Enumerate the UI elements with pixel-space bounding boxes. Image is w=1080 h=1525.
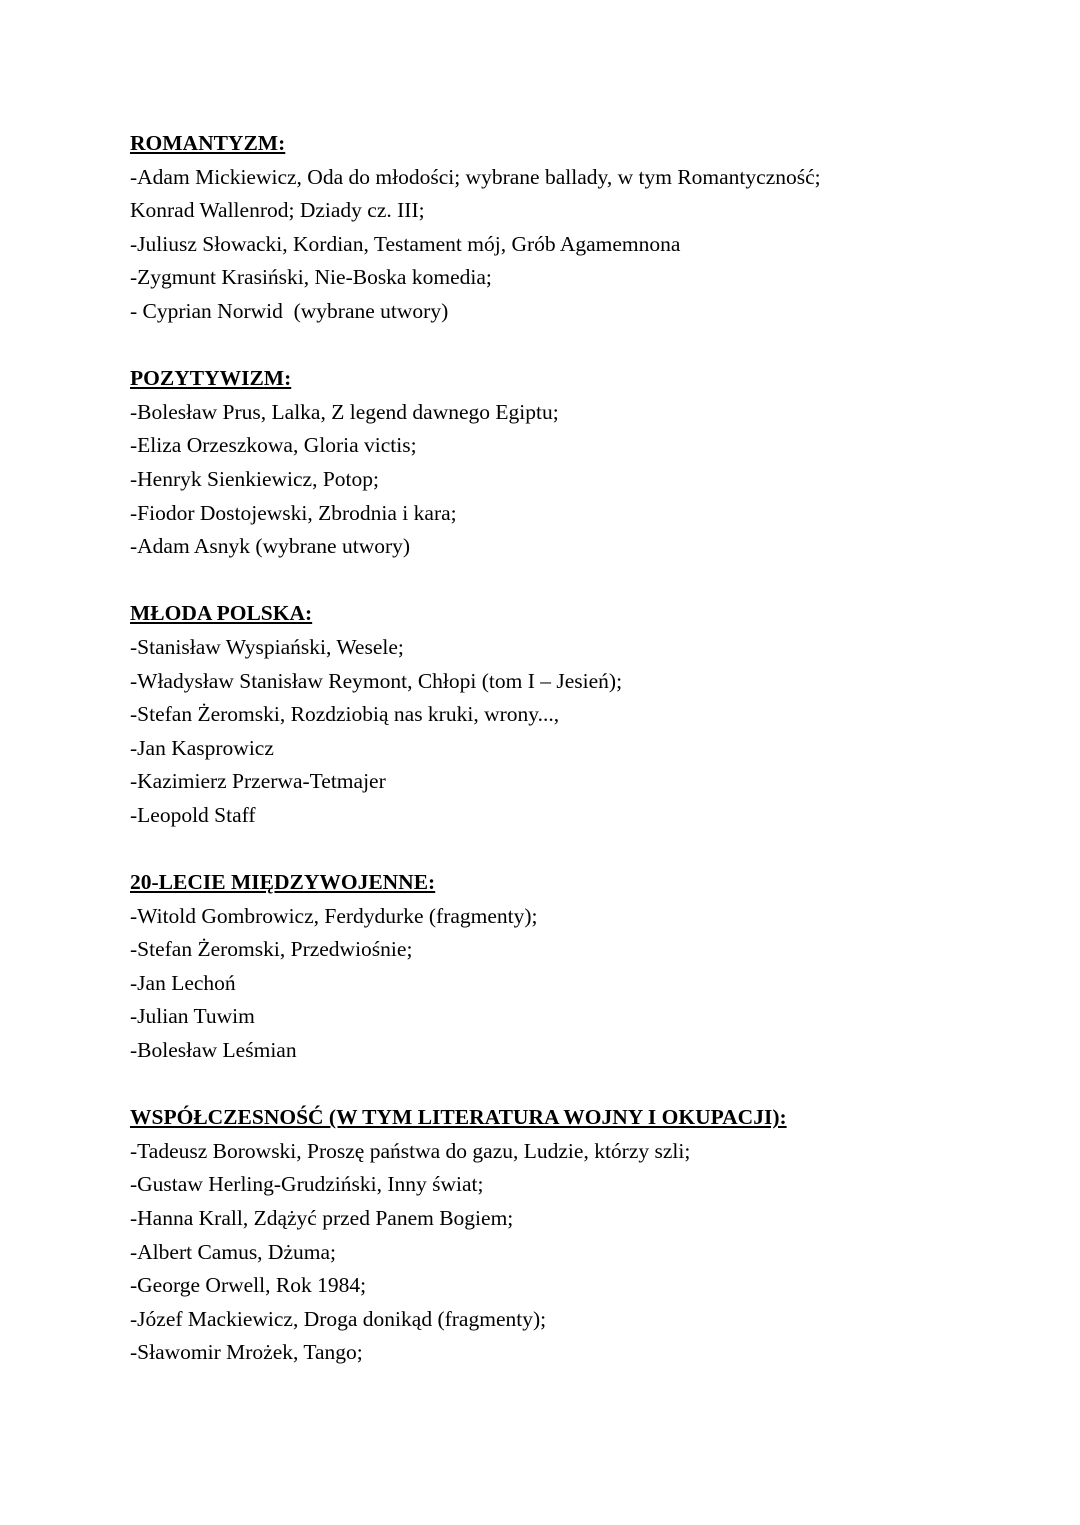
reading-list-line: -Bolesław Leśmian [130, 1038, 297, 1063]
reading-list-line: -Juliusz Słowacki, Kordian, Testament mój, Grób Agamemnona [130, 231, 681, 256]
reading-list-line: -Henryk Sienkiewicz, Potop; [130, 466, 379, 491]
section-heading: WSPÓŁCZESNOŚĆ (W TYM LITERATURA WOJNY I OKUPACJI): [130, 1105, 787, 1130]
literature-period-section [130, 127, 1020, 329]
reading-list-line: -Fiodor Dostojewski, Zbrodnia i kara; [130, 500, 457, 525]
reading-list-line: -Witold Gombrowicz, Ferdydurke (fragmenty); [130, 903, 538, 928]
reading-list-line: -Jan Lechoń [130, 970, 236, 995]
reading-list-line: -Adam Mickiewicz, Oda do młodości; wybrane ballady, w tym Romantyczność; [130, 164, 821, 189]
reading-list-line: -Albert Camus, Dżuma; [130, 1239, 336, 1264]
section-heading: POZYTYWIZM: [130, 366, 292, 391]
reading-list-line: -Tadeusz Borowski, Proszę państwa do gazu, Ludzie, którzy szli; [130, 1138, 691, 1163]
reading-list-line: -Bolesław Prus, Lalka, Z legend dawnego Egiptu; [130, 399, 559, 424]
reading-list-line: -Leopold Staff [130, 802, 256, 827]
reading-list-line: -Eliza Orzeszkowa, Gloria victis; [130, 433, 417, 458]
reading-list-line: -Stanisław Wyspiański, Wesele; [130, 634, 404, 659]
reading-list-line: -Stefan Żeromski, Przedwiośnie; [130, 937, 413, 962]
literature-period-section [130, 866, 1020, 1068]
section-heading: ROMANTYZM: [130, 131, 286, 155]
reading-list-line: Konrad Wallenrod; Dziady cz. III; [130, 198, 425, 223]
reading-list-line: -Jan Kasprowicz [130, 735, 274, 760]
section-heading: 20-LECIE MIĘDZYWOJENNE: [130, 870, 436, 895]
reading-list-line: -Władysław Stanisław Reymont, Chłopi (tom I – Jesień); [130, 668, 623, 693]
reading-list-line: -Zygmunt Krasiński, Nie-Boska komedia; [130, 265, 492, 290]
reading-list-line: -Gustaw Herling-Grudziński, Inny świat; [130, 1172, 484, 1197]
document-content [130, 127, 1020, 1370]
reading-list-line: -Sławomir Mrożek, Tango; [130, 1340, 363, 1365]
reading-list-line: -Adam Asnyk (wybrane utwory) [130, 534, 411, 559]
reading-list-line: -Julian Tuwim [130, 1004, 255, 1029]
section-heading: MŁODA POLSKA: [130, 601, 313, 626]
literature-period-section [130, 597, 1020, 832]
literature-period-section [130, 1101, 1020, 1370]
reading-list-line: - Cyprian Norwid (wybrane utwory) [130, 298, 449, 323]
reading-list-line: -Stefan Żeromski, Rozdziobią nas kruki, wrony..., [130, 702, 560, 727]
reading-list-line: -Kazimierz Przerwa-Tetmajer [130, 769, 386, 794]
reading-list-line: -George Orwell, Rok 1984; [130, 1273, 367, 1298]
reading-list-line: -Hanna Krall, Zdążyć przed Panem Bogiem; [130, 1206, 514, 1230]
reading-list-line: -Józef Mackiewicz, Droga donikąd (fragmenty); [130, 1306, 547, 1331]
literature-period-section [130, 362, 1020, 564]
